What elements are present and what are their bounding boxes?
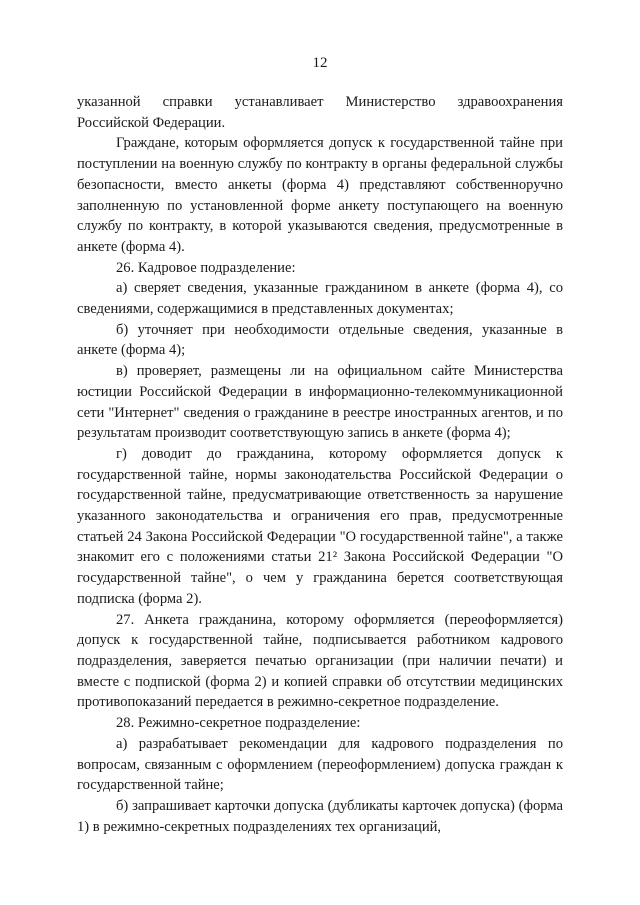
paragraph-fsb-contract: Граждане, которым оформляется допуск к государственной тайне при поступлении на военную службу по контракту в органы федеральной службы безопасности, вместо анкеты (форма 4) представляют собственноручно заполненную по установленной форме анкету поступающего на военную службу по контракту, в которой указываются сведения, предусмотренные в анкете (форма 4). [77,135,563,255]
page-number: 12 [312,55,328,71]
paragraph-26-heading: 26. Кадровое подразделение: [116,259,296,276]
paragraph-27: 27. Анкета гражданина, которому оформляется (переоформляется) допуск к государственной тайне, подписывается работником кадрового подразделения, заверяется печатью организации (при наличии печати) и вместе с подпиской (форма 2) и копией справки об отсутствии медицинских противопоказаний передается в режимно-секретное подразделение. [77,611,563,711]
paragraph-28-heading: 28. Режимно-секретное подразделение: [116,715,361,732]
paragraph-26-g: г) доводит до гражданина, которому оформляется допуск к государственной тайне, нормы законодательства Российской Федерации о государственной тайне, предусматривающие ответственность за нарушение указанного законодательства и ограничения его прав, предусмотренные статьей 24 Закона Российской Федерации "О государственной тайне", а также знакомит его с положениями статьи 21² Закона Российской Федерации "О государственной тайне", о чем у гражданина берется соответствующая подписка (форма 2). [77,445,563,607]
paragraph-26-v: в) проверяет, размещены ли на официальном сайте Министерства юстиции Российской Федерации в информационно-телекоммуникационной сети "Интернет" сведения о гражданине в реестре иностранных агентов, и по результатам производит соответствующую запись в анкете (форма 4); [77,363,563,442]
paragraph-ministry-note: указанной справки устанавливает Министерство здравоохранения Российской Федерации. [77,94,563,131]
paragraph-26-b: б) уточняет при необходимости отдельные сведения, указанные в анкете (форма 4); [77,321,563,359]
paragraph-26-a: а) сверяет сведения, указанные гражданином в анкете (форма 4), со сведениями, содержащимися в представленных документах; [77,280,563,318]
paragraph-28-b: б) запрашивает карточки допуска (дубликаты карточек допуска) (форма 1) в режимно-секретных подразделениях тех организаций, [77,797,563,835]
paragraph-28-a: а) разрабатывает рекомендации для кадрового подразделения по вопросам, связанным с оформлением (переоформлением) допуска граждан к государственной тайне; [77,735,563,794]
document-body [77,92,563,837]
